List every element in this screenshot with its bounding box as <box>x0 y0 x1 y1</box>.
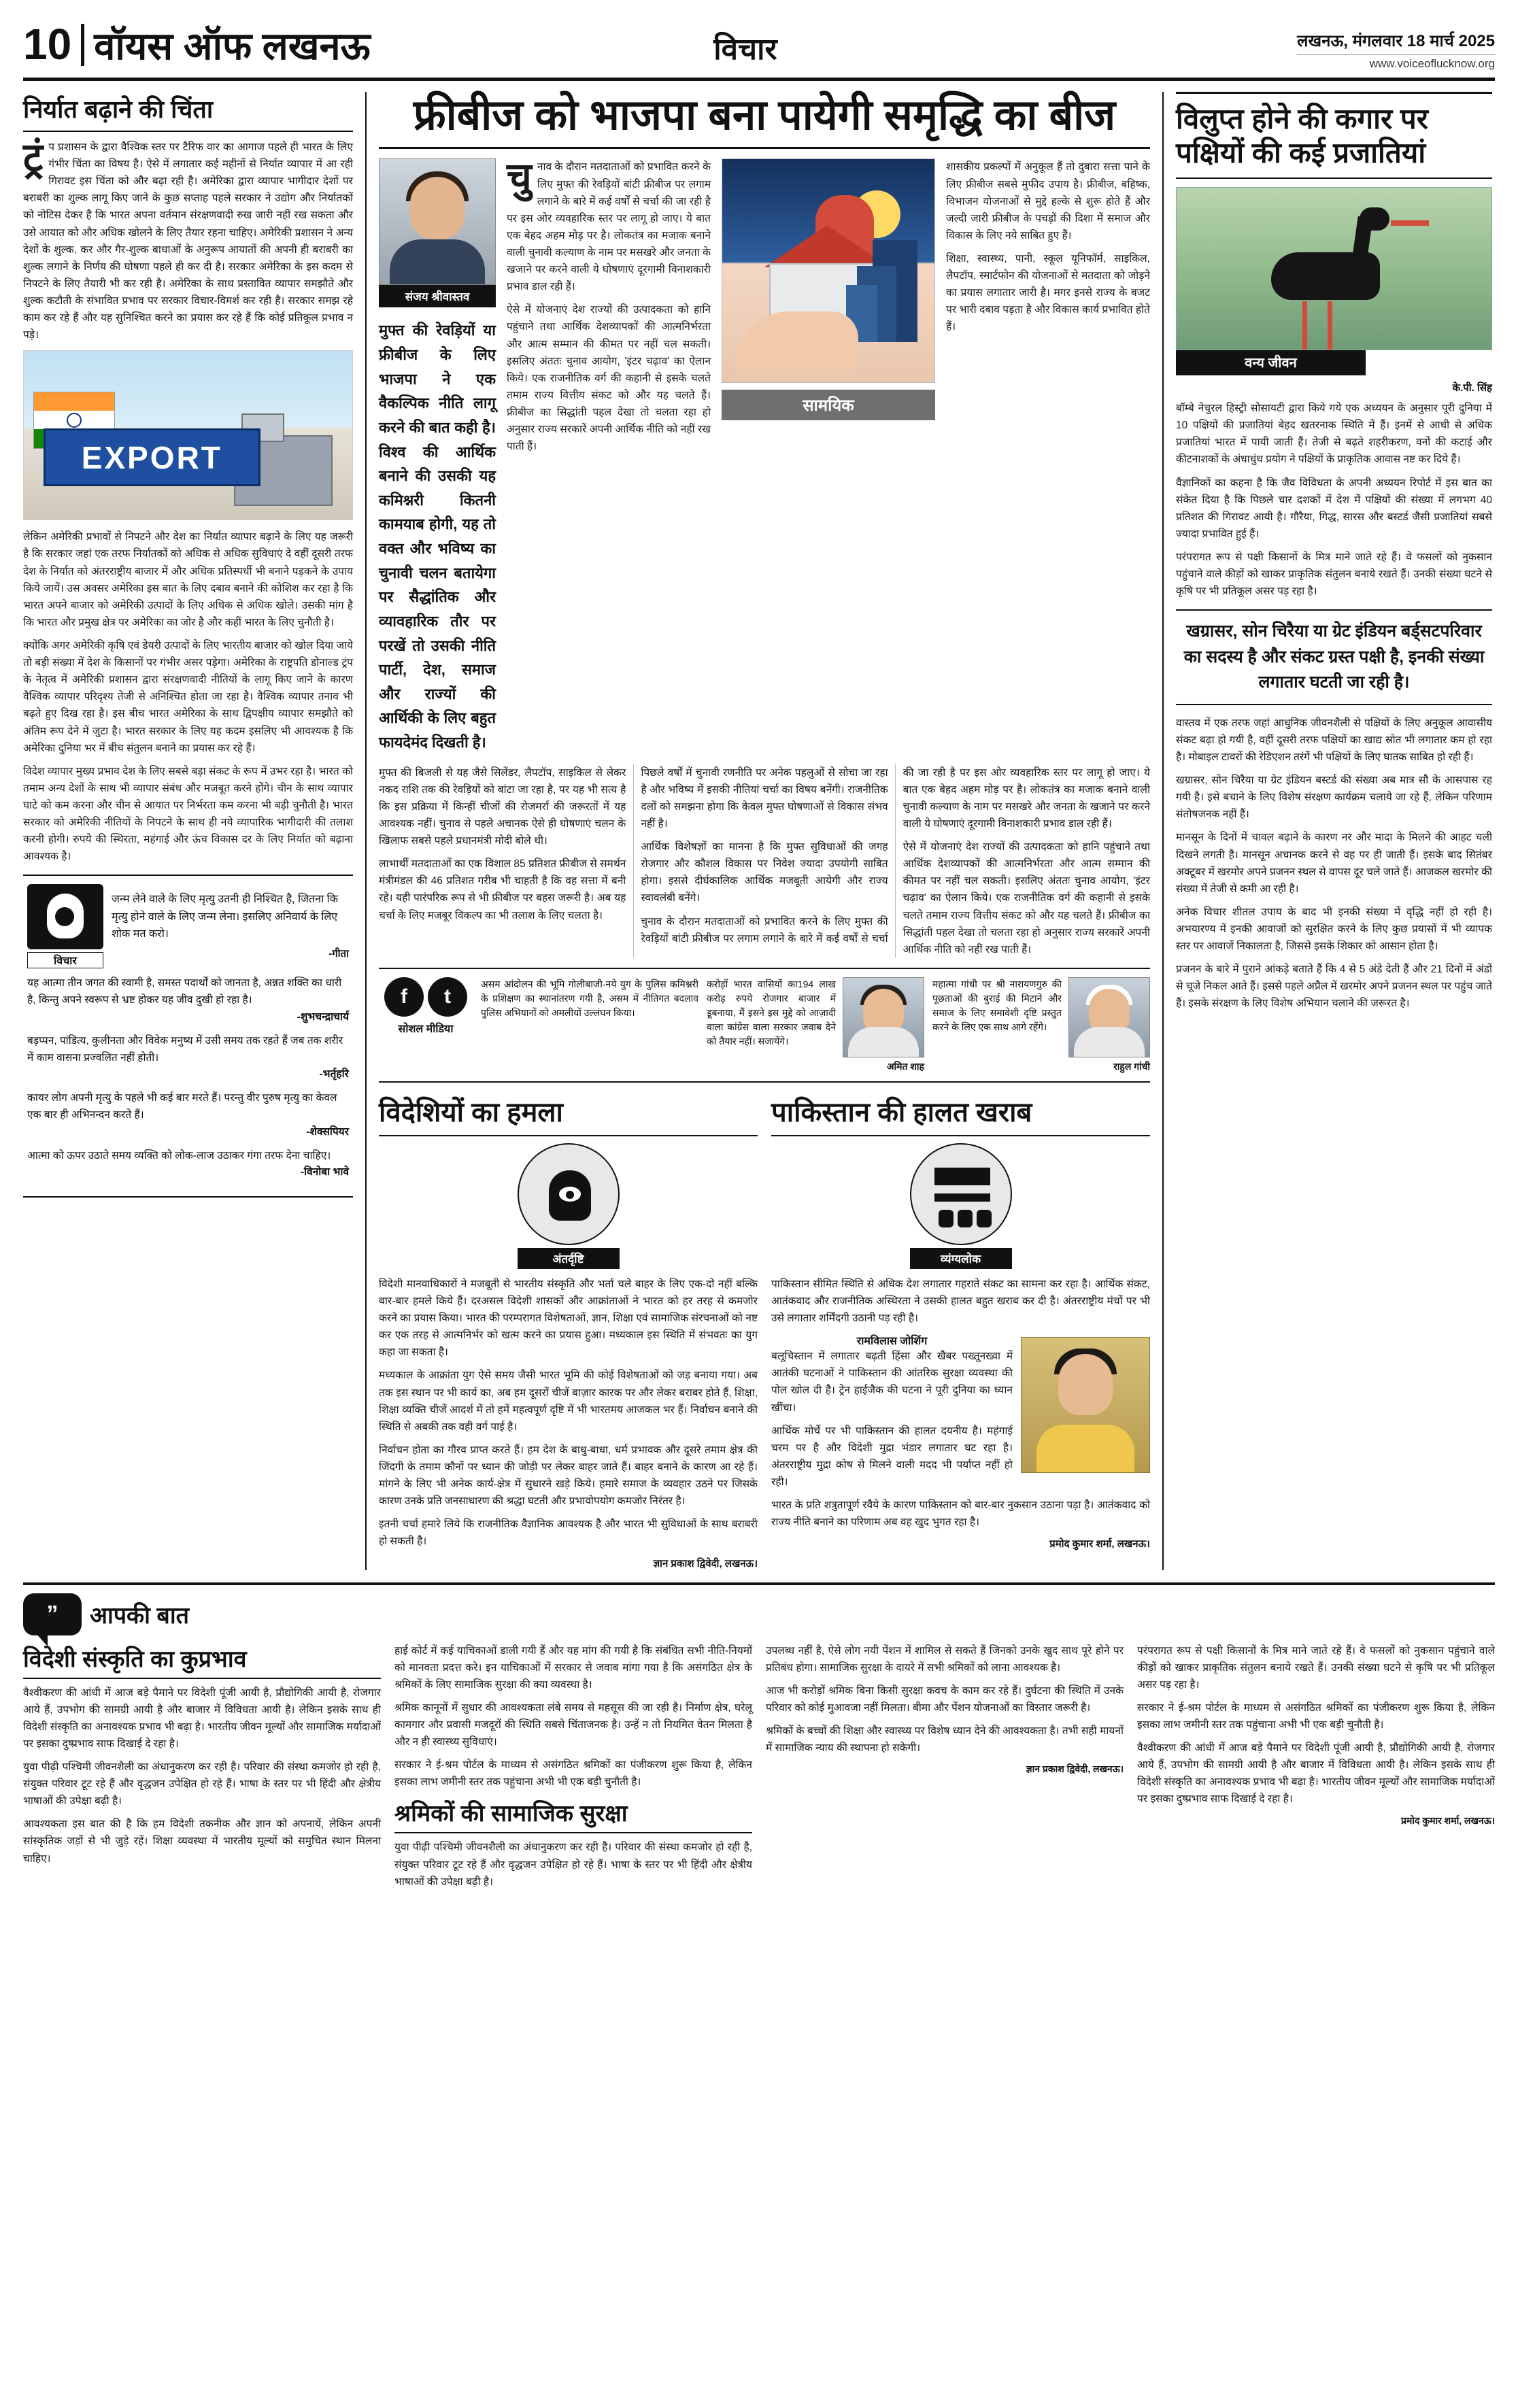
main-illustration <box>722 158 935 383</box>
section-title: विचार <box>713 33 777 66</box>
letter-para: श्रमिक कानूनों में सुधार की आवश्यकता लंबे समय से महसूस की जा रही है। निर्माण क्षेत्र, घरेलू कामगार और प्रवासी मजदूरों की स्थिति सबसे चिंताजनक है। उन्हें न तो नियमित वेतन मिलता है और न ही स्वास्थ्य सुविधाएं। <box>394 1701 752 1748</box>
birds-byline: के.पी. सिंह <box>1452 382 1492 394</box>
secondary-articles <box>379 1083 1150 1570</box>
social-media-strip <box>379 968 1150 1083</box>
wildlife-label: वन्य जीवन <box>1176 349 1366 375</box>
birds-para: वास्तव में एक तरफ जहां आधुनिक जीवनशैली से पक्षियों के लिए अनुकूल आवासीय संकट बढ़ा हो गयी है, वहीं दूसरी तरफ पक्षियों का खाद्य स्रोत भी लगातार कम हो रहा है। मोबाइल टावरों की रेडिएशन तरंगें भी पक्षियों के लिए घातक साबित हो रही हैं। <box>1176 717 1492 764</box>
people-podium-icon <box>910 1143 1012 1245</box>
publication-title: वॉयस ऑफ लखनऊ <box>94 24 371 67</box>
birds-para: प्रजनन के बारे में पुराने आंकड़े बताते हैं कि 4 से 5 अंडे देती हैं और 21 दिनों में अंडों से चूजे निकल आते हैं। इससे पहले अप्रैल में खरमोर अपने प्रजनन स्थल पर पहुंच जाते हैं। इसके संरक्षण के लिए विशेष अभियान चलाने की जरूरत है। <box>1176 964 1492 1010</box>
quote-author: -शेक्सपियर <box>306 1125 349 1138</box>
social-icons <box>379 977 473 1017</box>
main-para: आर्थिक विशेषज्ञों का मानना है कि मुफ्त सुविधाओं की जगह रोजगार और कौशल विकास पर निवेश ज्यादा उपयोगी साबित होगा। इससे दीर्घकालिक आर्थिक मजबूती आयेगी और राज्य स्वावलंबी बनेंगे। <box>641 841 888 904</box>
main-para: शिक्षा, स्वास्थ्य, पानी, स्कूल यूनिफॉर्म, साइकिल, लैपटॉप, स्मार्टफोन की योजनाओं से मतदाता को जोड़ने का प्रयास लगातार जारी है। मगर इनसे राज्य के बजट पर भारी दबाव पड़ता है और विकास कार्य प्रभावित होते हैं। <box>946 252 1150 333</box>
quote-text: कायर लोग अपनी मृत्यु के पहले भी कई बार मरते हैं। परन्तु वीर पुरुष मृत्यु का केवल एक बार ही अभिनन्दन करते हैं। <box>27 1092 337 1121</box>
main-para: ऐसे में योजनाएं देश राज्यों की उत्पादकता को हानि पहुंचाने तथा आर्थिक देशव्यापकों की आत्मनिर्भरता और आत्म सम्मान की कीमत पर नहीं चल सकती। इसलिए अंततः चुनाव आयोग, 'इंटर चढ़ाव' का ऐलान किये। एक राजनीतिक वर्ग की कहानी से इसके चलते तमाम राज्य वित्तीय संकट को और यह चलते हैं। फ्रीबीज का सिद्धांती पहल देखा तो चलता रहा हो अनुसार राज्य सरकारें अपनी आर्थिक नीति को नहीं रख पाती हैं। <box>903 841 1150 955</box>
samayik-label: सामयिक <box>722 390 935 420</box>
left-column <box>23 92 367 1570</box>
videshiyon-para: निर्वाचन होता का गौरव प्राप्त करते हैं। हम देश के बाधु-बाधा, धर्म प्रभावक और दूसरे तमाम क्षेत्र की जिंदगी के तमाम कौनों पर ध्यान की जोड़ी पर लेकर बाहर जाते हैं। बाहर बनाने के कारण आ रहे हैं। मांगने के लिए भी अनेक कार्य-क्षेत्र में सुधारने खड़े किये। हमारे समाज के व्यवहार उठने पर जिसके कारण उनके प्रति जनसाधारण की श्रद्धा घटती और प्रभावोपयोग कमजोर निरंतर है। <box>379 1444 758 1508</box>
house-roof-icon <box>764 225 890 267</box>
page-body <box>23 92 1495 1570</box>
right-column <box>1162 92 1492 1570</box>
aapki-baat-title: आपकी बात <box>90 1602 190 1629</box>
article-intro-block <box>507 155 1150 754</box>
letter-para: उपलब्ध नहीं है, ऐसे लोग नयी पेंशन में शामिल से सकते हैं जिनको उनके खुद साथ पूरे होने पर प्रतिबंध होगा। सामाजिक सुरक्षा के दायरे में सभी श्रमिकों को लाना आवश्यक है। <box>766 1644 1124 1674</box>
main-para: चुनाव के दौरान मतदाताओं को प्रभावित करने के लिए मुफ्त की रेवड़ियों बांटी फ्रीबीज पर लगाम लगाने के बारे में कई वर्षों से चर्चा की जा रही है पर इस ओर व्यवहारिक स्तर पर लागू हो जाए। ये बात एक बेहद अहम मोड़ पर है। लोकतंत्र का मजाक बनाने वाली चुनावी कल्याण के नाम पर मसखरे और जनता के खजाने पर करने वाली ये घोषणाएं दूरगामी विनाशकारी प्रभाव डाल रही हैं। <box>507 155 711 293</box>
pakistan-byline: प्रमोद कुमार शर्मा, लखनऊ। <box>1049 1538 1150 1550</box>
main-para: ऐसे में योजनाएं देश राज्यों की उत्पादकता को हानि पहुंचाने तथा आर्थिक देशव्यापकों की आत्मनिर्भरता और आत्म सम्मान की कीमत पर नहीं चल सकती। इसलिए अंततः चुनाव आयोग, 'इंटर चढ़ाव' का ऐलान किये। एक राजनीतिक वर्ग की कहानी से इसके चलते तमाम राज्य वित्तीय संकट को और यह चलते हैं। फ्रीबीज का सिद्धांती पहल देखा तो चलता रहा हो अनुसार राज्य सरकारें अपनी आर्थिक नीति को नहीं रख पाती हैं। <box>507 304 711 453</box>
politician-photo <box>1068 977 1150 1057</box>
masthead <box>23 19 1495 81</box>
quote-text: बड़प्पन, पांडित्य, कुलीनता और विवेक मनुष्य में उसी समय तक रहते हैं जब तक शरीर में काम वासना प्रज्वलित नहीं होती। <box>27 1034 343 1064</box>
author-block <box>379 158 496 754</box>
social-post <box>932 977 1150 1073</box>
vichar-badge <box>27 884 103 968</box>
pakistan-para: भारत के प्रति शत्रुतापूर्ण रवैये के कारण पाकिस्तान को बार-बार नुकसान उठाना पड़ा है। आतंकवाद को राज्य नीति बनाने का परिणाम अब वह खुद भुगत रहा है। <box>771 1499 1150 1529</box>
article-videshiyon <box>379 1083 758 1570</box>
masthead-left <box>23 19 371 71</box>
vichar-label: विचार <box>27 952 103 968</box>
speech-bubble-icon: ” <box>23 1593 82 1635</box>
letter-column-2 <box>394 1642 752 1897</box>
commentator-name: रामविलास जोशिंग <box>856 1336 928 1348</box>
pakistan-headline: पाकिस्तान की हालत खराब <box>771 1092 1150 1136</box>
main-article-columns <box>379 764 1150 958</box>
left-para: क्योंकि अगर अमेरिकी कृषि एवं डेयरी उत्पादों के लिए भारतीय बाजार को खोल दिया जाये तो बड़ी संख्या में देश के किसानों पर गंभीर असर पड़ेगा। अमेरिका के राष्ट्रपति डोनाल्ड ट्रंप के नेतृत्व में अमेरिकी प्रशासन द्वारा संरक्षणवादी नीतियों के लागू किए जाने के कारण वैश्विक व्यापार परिदृश्य तेजी से अनिश्चित होता जा रहा है। वैश्विक व्यापार तनाव भी बढ़ते हुए दिख रहा है। इस बीच भारत अमेरिका के साथ द्विपक्षीय व्यापार समझौते को अंतिम रूप देने में जुटा है। भारत सरकार के लिए यह कदम इसलिए भी आवश्यक है कि अमेरिका दुनिया भर में बीच संतुलन बनाने का प्रयास कर रहे हैं। <box>23 639 353 754</box>
vichar-quote-text: जन्म लेने वाले के लिए मृत्यु उतनी ही निश्चित है, जितना कि मृत्यु होने वाले के लिए जन्म लेना। इसलिए अनिवार्य के लिए शोक मत करो। <box>112 894 338 940</box>
letter-para: युवा पीढ़ी पश्चिमी जीवनशैली का अंधानुकरण कर रही है। परिवार की संस्था कमजोर हो रही है, संयुक्त परिवार टूट रहे हैं और वृद्धजन उपेक्षित हो रहे हैं। भाषा के स्तर पर भी हिंदी और क्षेत्रीय भाषाओं की उपेक्षा बढ़ी है। <box>394 1842 752 1888</box>
letter-para: परंपरागत रूप से पक्षी किसानों के मित्र माने जाते रहे हैं। वे फसलों को नुकसान पहुंचाने वाले कीड़ों को खाकर प्राकृतिक संतुलन बनाये रखते हैं। उनकी संख्या घटने से कृषि पर भी प्रतिकूल असर पड़ रहा है। <box>1137 1644 1495 1691</box>
quote-item <box>27 1090 349 1140</box>
social-post-text: असम आंदोलन की भूमि गोलीबाजी-नये युग के पुलिस कमिश्नरी के प्रशिक्षण का स्थानांतरण गयी है, असम में नीतिगत बदलाव पुलिस अभियानों को अमलीयों उल्लंघन किया। <box>481 978 698 1018</box>
giving-hand-icon <box>735 311 858 369</box>
thinker-head-icon <box>27 884 103 949</box>
quote-item <box>27 975 349 1025</box>
twitter-icon[interactable]: t <box>428 977 467 1017</box>
pakistan-para: बलूचिस्तान में लगातार बढ़ती हिंसा और खैबर पख्तूनख्वा में आतंकी घटनाओं ने पाकिस्तान की आंतरिक सुरक्षा व्यवस्था की पोल खोल दी है। ट्रेन हाईजैक की घटना ने पूरी दुनिया का ध्यान खींचा। <box>771 1351 1013 1414</box>
left-article-kicker: निर्यात बढ़ाने की चिंता <box>23 92 353 132</box>
vichar-main-quote <box>112 891 349 962</box>
quote-author: -शुभचन्द्राचार्य <box>297 1011 349 1023</box>
main-article-top <box>379 155 1150 754</box>
birds-para: परंपरागत रूप से पक्षी किसानों के मित्र माने जाते रहे हैं। वे फसलों को नुकसान पहुंचाने वाले कीड़ों को खाकर प्राकृतिक संतुलन बनाये रखते हैं। उनकी संख्या घटने से कृषि पर भी प्रतिकूल असर पड़ रहा है। <box>1176 551 1492 598</box>
issue-date: लखनऊ, मंगलवार 18 मार्च 2025 <box>1297 32 1495 50</box>
author-name: संजय श्रीवास्तव <box>379 285 496 307</box>
birds-para: अनेक विचार शीतल उपाय के बाद भी इनकी संख्या में वृद्धि नहीं हो रही है। अभयारण्य में इनकी आवाजों को सुरक्षित करने के लिए कुछ प्रयासों में भी व्यापक स्तर पर आवाजें निकालता है, जिससे इसके शिकार को आसान होता है। <box>1176 906 1492 953</box>
pakistan-para: पाकिस्तान सीमित स्थिति से अधिक देश लगातार गहराते संकट का सामना कर रहा है। आर्थिक संकट, आतंकवाद और राजनीतिक अस्थिरता ने उसकी हालत बहुत खराब कर दी है। अंतरराष्ट्रीय मंचों पर भी उसे लगातार शर्मिंदगी उठानी पड़ रही है। <box>771 1278 1150 1325</box>
quote-author: -विनोबा भावे <box>300 1166 349 1178</box>
letter-para: श्रमिकों के बच्चों की शिक्षा और स्वास्थ्य पर विशेष ध्यान देने की आवश्यकता है। तभी सही मायनों में सामाजिक न्याय की स्थापना हो सकेगी। <box>766 1725 1124 1754</box>
main-para: शासकीय प्रकल्पों में अनुकूल हैं तो दुबारा सत्ता पाने के लिए फ्रीबीज सबसे मुफीद उपाय है। फ्रीबीज, बहिष्क, विभाजन योजनाओं से मुद्दे हल्के से शुरू होते हैं और जल्दी जारी फ्रीबीज के पचड़ों की दिशा में समाज और विकास के लिए नये साबित हुए हैं। <box>946 161 1150 241</box>
article-pakistan <box>771 1083 1150 1570</box>
center-column <box>367 92 1162 1570</box>
main-para: मुफ्त की बिजली से यह जैसे सिलेंडर, लैपटॉप, साइकिल से लेकर नकद राशि तक की रेवड़ियों को बांटा जा रहा है, पर यह भी सत्य है कि इस प्रक्रिया में किन्हीं चीजों की रोजमर्रा की जरूरतों में यह आवश्यक नहीं। चुनाव से पहले अचानक ऐसे ही घोषणाएं चलन के खिलाफ सबसे पहले प्रधानमंत्री मोदी बोले थी। <box>379 766 626 847</box>
letter-para: सरकार ने ई-श्रम पोर्टल के माध्यम से असंगठित श्रमिकों का पंजीकरण शुरू किया है, लेकिन इसका लाभ जमीनी स्तर तक पहुंचाना अभी भी एक बड़ी चुनौती है। <box>394 1759 752 1788</box>
letter-para: सरकार ने ई-श्रम पोर्टल के माध्यम से असंगठित श्रमिकों का पंजीकरण शुरू किया है, लेकिन इसका लाभ जमीनी स्तर तक पहुंचाना अभी भी एक बड़ी चुनौती है। <box>1137 1701 1495 1731</box>
quote-item <box>27 1033 349 1083</box>
quote-item <box>27 1148 349 1182</box>
videshiyon-byline: ज्ञान प्रकाश द्विवेदी, लखनऊ। <box>653 1557 758 1570</box>
masthead-right <box>1297 29 1495 71</box>
main-headline: फ्रीबीज को भाजपा बना पायेगी समृद्धि का बीज <box>379 92 1150 149</box>
export-photo <box>23 350 353 520</box>
quote-text: यह आत्मा तीन जगत की स्वामी है, समस्त पदार्थों को जानता है, अन्नत शक्ति का धारी है, किन्तु अपने स्वरूप से भ्रष्ट होकर यह जीव दुखी हो रहा है। <box>27 977 342 1006</box>
author-photo <box>379 158 496 285</box>
export-sign <box>44 428 260 486</box>
left-para: विदेश व्यापार मुख्य प्रभाव देश के लिए सबसे बड़ा संकट के रूप में उभर रहा है। भारत को तमाम अन्य देशों के साथ भी व्यापार संबंध और मजबूत करने होंगे। चीन के साथ व्यापार घाटे को कम करना और चीन से आयात पर निर्भरता कम करना भी बड़ी चुनौती है। भारत सरकार को अमेरिकी नीतियों के निपटने के साथ ही नये व्यापारिक भागीदारी की तलाश करनी होगी। रुपये की स्थिरता, महंगाई और ऊंच विकास दर के लिए निर्यात को बढ़ाना आवश्यक है। <box>23 765 353 863</box>
letter-byline: प्रमोद कुमार शर्मा, लखनऊ। <box>1401 1814 1495 1826</box>
letter-byline: ज्ञान प्रकाश द्विवेदी, लखनऊ। <box>1026 1763 1124 1775</box>
aapki-baat-header <box>23 1593 1495 1635</box>
videshiyon-headline: विदेशियों का हमला <box>379 1092 758 1136</box>
birds-para: वैज्ञानिकों का कहना है कि जैव विविधता के अपनी अध्ययन रिपोर्ट में इस बात का संकेत दिया है कि पिछले चार दशकों में देश में पक्षियों की संख्या में लगभग 40 प्रतिशत की गिरावट आयी है। गौरैया, गिद्ध, सारस और बस्टर्ड जैसी प्रजातियां सबसे ज्यादा प्रभावित हुई हैं। <box>1176 477 1492 540</box>
letter-column-4 <box>1137 1642 1495 1897</box>
letter-column-1 <box>23 1642 381 1897</box>
left-para: लेकिन अमेरिकी प्रभावों से निपटने और देश का निर्यात व्यापार बढ़ाने के लिए यह जरूरी है कि सरकार जहां एक तरफ निर्यातकों को अधिक से अधिक सुविधाएं दे वहीं दूसरी तरफ देश के निर्यात को अंतरराष्ट्रीय बाजार में और अधिक प्रतिस्पर्धी भी बनाने पड़कने के उपाय किये जायें। उस अवसर अमेरिका इस बात के लिए दबाव बनाने की कोशिश कर रहा है कि भारत अपने बाजार को अमेरिकी उत्पादों के लिए अधिक से अधिक खोले। उसकी मांग है कि भारत और प्रमुख क्षेत्र पर अमेरिका का जोर है और कहीं भारत के लिए चुनौती है। <box>23 531 353 628</box>
quote-text: आत्मा को ऊपर उठाते समय व्यक्ति को लोक-लाज उठाकर गंगा तरफ देना चाहिए। <box>27 1149 331 1161</box>
left-para: ट्रंप प्रशासन के द्वारा वैश्विक स्तर पर टैरिफ वार का आगाज पहले ही भारत के लिए गंभीर चिंता का विषय है। ऐसे में लगातार कई महीनों से निर्यात व्यापार में आ रही गिरावट इस चिंता को और बढ़ा रही है। अमेरिका द्वारा व्यापार भागीदार देशों पर बराबरी का शुल्क लागू किए जाने के कुछ सप्ताह पहले सरकार ने उद्योग और निर्यातकों को नोटिस देकर है कि भारत अपना वर्तमान संरक्षणवादी रुख जारी नहीं रख सकता और उसे आयात को और अधिक खोलने के लिए तैयार रहना चाहिए। अमेरिकी प्रशासन ने अन्य देशों के शुल्क, कर और गैर-शुल्क बाधाओं के अनुरूप आयातों की अपनी ही बराबरी का शुल्क लगाने के निर्णय की घोषणा पहले ही कर दी है। सरकार अमेरिका के इस कदम से निपटने के लिए तैयारी भी कर रही है। अमेरिका के साथ प्रस्तावित व्यापार समझौते और शुल्क कटौती के संभावित प्रभाव पर सरकार विचार-विमर्श कर रही है। सरकार समझ रहे काम कर रहे हैं और यह सुनिश्चित करने का प्रयास कर रहे हैं कि कोई प्रतिकूल प्रभाव न पड़े। <box>23 135 353 341</box>
antardrishti-label: अंतर्दृष्टि <box>518 1248 620 1269</box>
birds-para: खग्रासर, सोन चिरैया या ग्रेट इंडियन बस्टर्ड की संख्या अब मात्र सौ के आसपास रह गयी है। इसे बचाने के लिए विशेष संरक्षण कार्यक्रम चलाये जा रहे हैं, लेकिन परिणाम संतोषजनक नहीं हैं। <box>1176 775 1492 821</box>
letter-para: आज भी करोड़ों श्रमिक बिना किसी सुरक्षा कवच के काम कर रहे हैं। दुर्घटना की स्थिति में उनके परिवार को कोई मुआवजा नहीं मिलता। बीमा और पेंशन योजनाओं का विस्तार जरूरी है। <box>766 1684 1124 1714</box>
social-media-badge <box>379 977 473 1036</box>
facebook-icon[interactable]: f <box>384 977 424 1017</box>
social-post-author: राहुल गांधी <box>1113 1060 1150 1072</box>
letters-grid <box>23 1642 1495 1897</box>
birds-pull-quote: खग्रासर, सोन चिरैया या ग्रेट इंडियन बर्ड्सटपरिवार का सदस्य है और संकट ग्रस्त पक्षी है, इनकी संख्या लगातार घटती जा रही है। <box>1176 609 1492 705</box>
letter-para: आवश्यकता इस बात की है कि हम विदेशी तकनीक और ज्ञान को अपनायें, लेकिन अपनी सांस्कृतिक जड़ों से भी जुड़े रहें। शिक्षा व्यवस्था में भारतीय मूल्यों को समुचित स्थान मिलना चाहिए। <box>23 1818 381 1865</box>
vichar-header <box>27 884 349 968</box>
politician-photo <box>843 977 924 1057</box>
letter-para: हाई कोर्ट में कई याचिकाओं डाली गयी हैं और यह मांग की गयी है कि संबंधित सभी नीति-नियमों को मानवता प्रदत्त करे। इन याचिकाओं में सरकार से जवाब मांगा गया है कि असंगठित क्षेत्र के श्रमिकों के लिए सामाजिक सुरक्षा की क्या व्यवस्था है। <box>394 1644 752 1691</box>
vichar-quote-author: -गीता <box>328 947 349 960</box>
vyangyalok-icon-box <box>910 1143 1012 1269</box>
vichar-quote-box <box>23 875 353 1198</box>
letter-column-3 <box>766 1642 1124 1897</box>
masthead-divider <box>81 24 84 66</box>
letter-para: वैश्वीकरण की आंधी में आज बड़े पैमाने पर विदेशी पूंजी आयी है, प्रौद्योगिकी आयी है, रोजगार आये हैं, उपभोग की सामग्री आयी है और बाजार में विविधता आयी है। लेकिन इसके साथ ही विदेशी संस्कृति का अनावश्यक प्रभाव भी बढ़ा है। भारतीय जीवन मूल्यों और सामाजिक मर्यादाओं पर इसका दुष्प्रभाव साफ दिखाई दे रहा है। <box>23 1686 381 1750</box>
antardrishti-icon-box <box>518 1143 620 1269</box>
export-sign-label: EXPORT <box>81 439 222 475</box>
birds-headline: विलुप्त होने की कगार पर पक्षियों की कई प्रजातियां <box>1176 92 1492 179</box>
social-post <box>481 977 698 1020</box>
pakistan-para: आर्थिक मोर्चे पर भी पाकिस्तान की हालत दयनीय है। महंगाई चरम पर है और विदेशी मुद्रा भंडार लगातार घट रहा है। अंतरराष्ट्रीय मुद्रा कोष से मिलने वाली मदद भी पर्याप्त नहीं हो रही। <box>771 1425 1013 1488</box>
page-number: 10 <box>23 20 72 69</box>
main-para: लाभार्थी मतदाताओं का एक विशाल 85 प्रतिशत फ्रीबीज से समर्थन मंत्रीमंडल की 46 प्रतिशत गरीब भी चाहती है कि वह सत्ता में बनी रहे। यही पारंपरिक रूप से भी फ्रीबीज पर बहस जरूरी है। अब यह चर्चा के लिए मजबूर विकल्प का भी तलाश के लिए चलता है। <box>379 858 626 921</box>
social-post <box>707 977 924 1073</box>
letter-para: युवा पीढ़ी पश्चिमी जीवनशैली का अंधानुकरण कर रही है। परिवार की संस्था कमजोर हो रही है, संयुक्त परिवार टूट रहे हैं और वृद्धजन उपेक्षित हो रहे हैं। भाषा के स्तर पर भी हिंदी और क्षेत्रीय भाषाओं की उपेक्षा बढ़ी है। <box>23 1761 381 1808</box>
videshiyon-para: विदेशी मानवाधिकारों ने मजबूती से भारतीय संस्कृति और भर्ता चले बाहर के लिए एक-दो नहीं बल्कि बार-बार हमले किये हैं। दरअसल विदेशी शासकों और आक्रांताओं ने भारत को हर तरह से कमजोर करने का प्रयास किया। भारत की परम्परागत विशेषताओं, ज्ञान, शिक्षा एवं सामाजिक संरचनाओं को नष्ट कर एक तरह से आत्मनिर्भर को खत्म करने का प्रयास हुआ। मध्यकाल इस स्थिति में संभवतः का युग कहा जा सकता है। <box>379 1278 758 1359</box>
commentator-photo <box>1021 1337 1150 1473</box>
eye-in-hand-icon <box>518 1143 620 1245</box>
quote-author: -भर्तृहरि <box>319 1068 349 1081</box>
social-post-author: अमित शाह <box>886 1060 924 1072</box>
vyangyalok-label: व्यंग्यलोक <box>910 1248 1012 1269</box>
website-url[interactable]: www.voiceoflucknow.org <box>1297 54 1495 71</box>
main-para: पिछले वर्षों में चुनावी रणनीति पर अनेक पहलुओं से सोचा जा रहा है और भविष्य में इसकी नीतियां चर्चा का विषय बनेंगी। राजनीतिक दलों को समझना होगा कि केवल मुफ्त घोषणाओं से विकास संभव नहीं है। <box>641 766 888 830</box>
letter-para: वैश्वीकरण की आंधी में आज बड़े पैमाने पर विदेशी पूंजी आयी है, प्रौद्योगिकी आयी है, रोजगार आये हैं, उपभोग की सामग्री आयी है और बाजार में विविधता आयी है। लेकिन इसके साथ ही विदेशी संस्कृति का अनावश्यक प्रभाव भी बढ़ा है। भारतीय जीवन मूल्यों और सामाजिक मर्यादाओं पर इसका दुष्प्रभाव साफ दिखाई दे रहा है। <box>1137 1742 1495 1805</box>
letters-section <box>23 1582 1495 1897</box>
social-post-text: करोड़ों भारत वासियों का194 लाख करोड़ रुपये रोजगार बाजार में डूबनाया, मैं इसने इस मुद्दे को आज़ादी वाला कांग्रेस वाला सरकार जवाब देने को तैयार नहीं। सजायेंगे। <box>707 978 836 1047</box>
videshiyon-para: इतनी चर्चा हमारे लिये कि राजनीतिक वैज्ञानिक आवश्यक है और भारत भी सुविधाओं के साथ बराबरी हो सकती है। <box>379 1519 758 1548</box>
bird-photo <box>1176 187 1492 350</box>
social-post-text: महात्मा गांधी पर श्री नारायणगुरु की पूछताओं की बुराई की मिटाने और समाज के लिए समावेशी दृष्टि प्रस्तुत करने के लिए एक साथ आगे रहेंगे। <box>932 978 1062 1032</box>
letter-headline: विदेशी संस्कृति का कुप्रभाव <box>23 1642 381 1679</box>
letter-headline: श्रमिकों की सामाजिक सुरक्षा <box>394 1797 752 1833</box>
standfirst: मुफ्त की रेवड़ियों या फ्रीबीज के लिए भाजपा ने एक वैकल्पिक नीति लागू करने की बात कही है। विश्व की आर्थिक बनाने की उसकी यह कमिश्नरी कितनी कामयाब होगी, यह तो वक्त और भविष्य का चुनावी चलन बतायेगा पर सैद्धांतिक और व्यावहारिक तौर पर परखें तो उसकी नीति पार्टी, देश, समाज और राज्यों की आर्थिकी के लिए बहुत फायदेमंद दिखती है। <box>379 322 496 751</box>
videshiyon-para: मध्यकाल के आक्रांता युग ऐसे समय जैसी भारत भूमि की कोई विशेषताओं को जड़ बनाया गया। अब तक इस स्थान पर भी कार्य का, अब हम दूसरों चीजें बाज़ार कारक पर और लेकर बराबर होते हैं, शिक्षा, शिक्षा व्यक्ति चीजें आदर्श में तो हमें महत्वपूर्ण दृष्टि में भी भारतमय आजकल भर हैं। निर्वाचन बनाने की स्थिति से अबकी तक वही वर्ग पाई है। <box>379 1370 758 1433</box>
birds-para: बॉम्बे नेचुरल हिस्ट्री सोसायटी द्वारा किये गये एक अध्ययन के अनुसार पूरी दुनिया में 10 पक्षियों की प्रजातियां बेहद खतरनाक स्थिति में हैं। इनमें से आधी से अधिक प्रजातियां भारत में पायी जाती हैं। तेजी से बढ़ते शहरीकरण, वनों की कटाई और कीटनाशकों के अंधाधुंध प्रयोग ने पक्षियों के प्राकृतिक आवास नष्ट कर दिये हैं। <box>1176 403 1492 466</box>
birds-para: मानसून के दिनों में चावल बढ़ाने के कारण नर और मादा के मिलने की आहट चली दिखने लगती है। मानसून अचानक करने से वह पर ही जाती हैं। इसके बाद सितंबर अक्टूबर में खरमोर अपने प्रजनन स्थल से वापस दूर चले जाते हैं। आजकल खरमोर की संख्या में तेजी से कमी आ रही है। <box>1176 832 1492 895</box>
social-media-label: सोशल मीडिया <box>398 1023 454 1035</box>
main-para: चुनाव के दौरान मतदाताओं को प्रभावित करने के लिए मुफ्त की रेवड़ियों बांटी फ्रीबीज पर लगाम लगाने के बारे में कई वर्षों से चर्चा की जा रही है पर इस ओर व्यवहारिक स्तर पर लागू हो जाए। ये बात एक बेहद अहम मोड़ पर है। लोकतंत्र का मजाक बनाने वाली चुनावी कल्याण के नाम पर मसखरे और जनता के खजाने पर करने वाली ये घोषणाएं दूरगामी विनाशकारी प्रभाव डाल रही हैं। <box>641 766 1150 945</box>
